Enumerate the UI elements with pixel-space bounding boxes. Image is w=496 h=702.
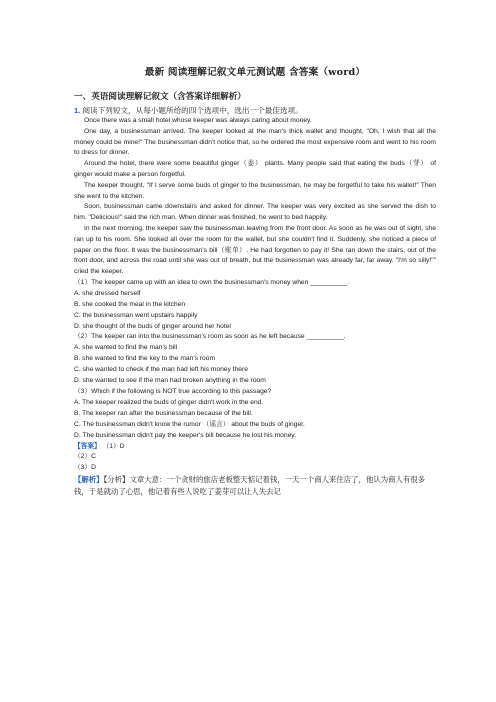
question-stem: （3）Which if the following is NOT true according to this passage? xyxy=(74,388,272,396)
answer-option: D. The businessman didn't pay the keeper's bill because he lost his money. xyxy=(74,431,297,439)
answer-option: A. she wanted to find the man's bill xyxy=(74,344,178,352)
question-stem: （1）The keeper came up with an idea to own the businessman's money when __________. xyxy=(74,278,350,286)
analysis-label: 【解析】 xyxy=(74,475,104,485)
answer-option: A. she dressed herself xyxy=(74,289,141,297)
question-header xyxy=(74,105,436,116)
answer-value: （1）D xyxy=(102,442,125,450)
answer-value: （2）C xyxy=(74,453,96,461)
answer-label: 【答案】 xyxy=(74,442,101,450)
question-stem: （2）The keeper ran into the businessman's room as soon as he left because __________. xyxy=(74,333,346,341)
document-title: 最新 阅读理解记叙文单元测试题 含答案（word） xyxy=(144,67,366,78)
analysis-text: 【分析】文章大意：一个贪财的旅店老板整天惦记着钱，一天一个商人来住店了，他认为商人有很多钱，于是就动了心思，他记着有些人说吃了姜芽可以让人失去记 xyxy=(74,475,426,497)
answer-value: （3）D xyxy=(74,464,96,472)
answer-option: C. The businessman didn't know the rumor （谣言） about the buds of ginger. xyxy=(74,420,305,428)
question-instruction: 阅读下列短文，从每小题所给的四个选项中，选出一个最佳选项。 xyxy=(82,106,303,115)
analysis-block xyxy=(74,474,436,498)
answer-option: C. she wanted to check if the man had left his money there xyxy=(74,366,248,374)
passage-paragraph: The keeper thought, "If I serve some buds of ginger to the businessman, he may be forgetful to take his wallet!" Then she went to the kitchen. xyxy=(74,181,436,200)
answer-option: B. The keeper ran after the businessman because of the bill. xyxy=(74,409,253,417)
passage-paragraph: One day, a businessman arrived. The keeper looked at the man's thick wallet and thought, "Oh, I wish that all the money could be mine!" The businessman didn't notice that, so he ordered the most expensive room and went to his room to dress for dinner. xyxy=(74,127,436,157)
answer-option: A. The keeper realized the buds of ginger didn't work in the end. xyxy=(74,398,264,406)
answer-row xyxy=(74,442,436,453)
answer-option: B. she cooked the meal in the kitchen xyxy=(74,300,186,308)
answer-option: D. she wanted to see if the man had broken anything in the room xyxy=(74,377,266,385)
answer-option: D. she thought of the buds of ginger around her hotel xyxy=(74,322,231,330)
passage-paragraph: Soon, businessman came downstairs and asked for dinner. The keeper was very excited as she served the dish to him. "Delicious!" said the rich man. When dinner was finished, he went to bed happily. xyxy=(74,203,436,222)
question-number: 1. xyxy=(74,106,81,115)
answer-option: C. the businessman went upstairs happily xyxy=(74,311,198,319)
passage-paragraph: In the next morning, the keeper saw the businessman leaving from the front door. As soon as he was out of sight, she ran up to his room. She looked all over the room for the wallet, but she couldn't find it. Suddenly, she noticed a piece of paper on the floor. It was the businessman's bill（账单）. He had forgotten to pay it! She ran down the stairs, out of the front door, and across the road until she was out of breath, but the businessman was already far, far away. "I'm so silly!"" cried the keeper. xyxy=(74,224,436,276)
passage-paragraph: Once there was a small hotel whose keeper was always caring about money. xyxy=(84,117,312,124)
passage-paragraph: Around the hotel, there were some beautiful ginger（姜） plants. Many people said that eating the buds（芽） of ginger would make a person forgetful. xyxy=(74,160,436,178)
answer-option: B. she wanted to find the key to the man's room xyxy=(74,355,216,363)
section-heading: 一、英语阅读理解记叙文（含答案详细解析） xyxy=(74,92,246,102)
